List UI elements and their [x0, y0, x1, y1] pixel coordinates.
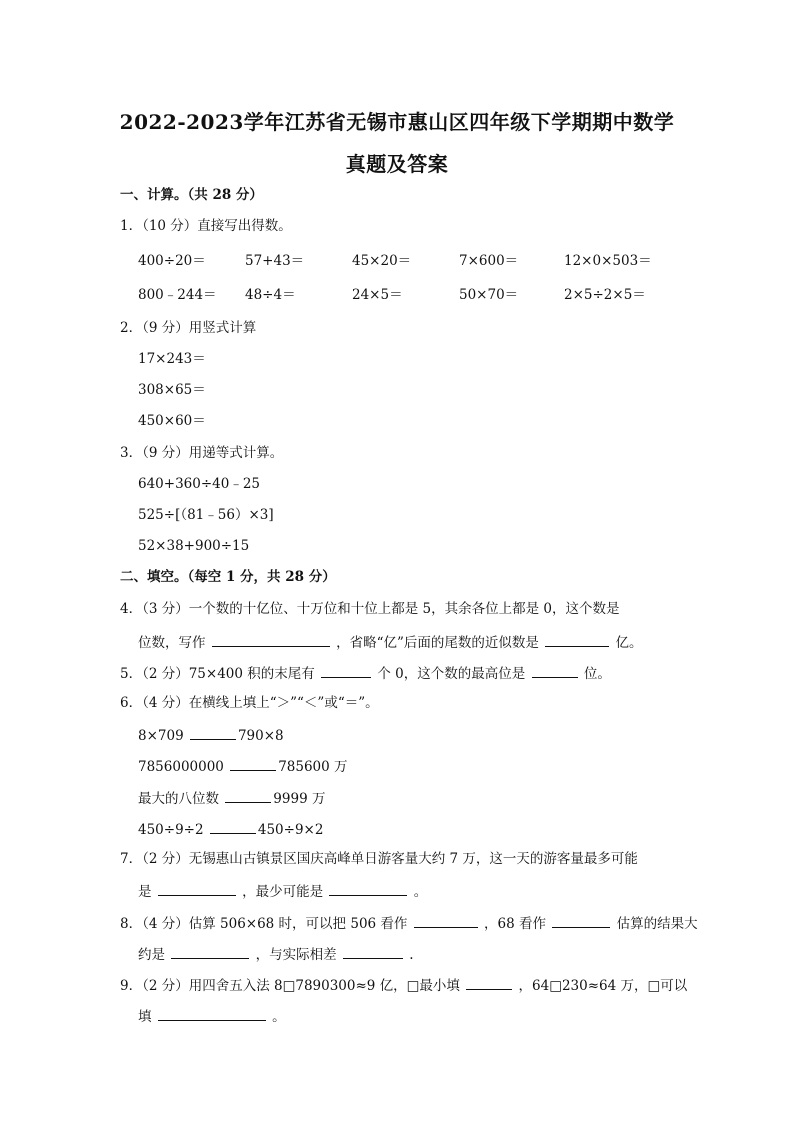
q7-text-a: 是 [138, 884, 152, 900]
q1-item: 400÷20＝ [138, 253, 206, 269]
q1-item: 12×0×503＝ [564, 253, 652, 269]
q7-text-b: ，最少可能是 [242, 884, 324, 900]
q6-blank[interactable] [230, 756, 276, 771]
q3-item: 640+360÷40﹣25 [138, 476, 261, 492]
q5-blank-place[interactable] [532, 663, 578, 678]
q9-text-a: 9．（2 分）用四舍五入法 8□7890300≈9 亿，□最小填 [120, 978, 460, 994]
question-5 [120, 663, 611, 683]
document-title-line1: 2022-2023学年江苏省无锡市惠山区四年级下学期期中数学 [119, 110, 675, 134]
q8-blank-diff[interactable] [343, 944, 403, 959]
question-1-text: 1．（10 分）直接写出得数。 [120, 218, 292, 234]
q1-item: 7×600＝ [459, 253, 519, 269]
q6-right: 9999 万 [273, 791, 326, 807]
q2-item: 308×65＝ [138, 382, 206, 398]
q9-text-b: ，64□230≈64 万，□可以 [518, 978, 688, 994]
q8-text-f: . [409, 947, 414, 963]
q8-text-a: 8．（4 分）估算 506×68 时，可以把 506 看作 [120, 916, 408, 932]
section-heading-fill-in: 二、填空。（每空 1 分，共 28 分） [120, 569, 336, 585]
q7-text-c: 。 [413, 884, 428, 900]
q6-item [138, 756, 348, 776]
q8-text-b: ，68 看作 [484, 916, 546, 932]
q6-left: 7856000000 [138, 759, 224, 775]
question-6-text: 6．（4 分）在横线上填上“＞”“＜”或“＝”。 [120, 695, 379, 711]
q2-item: 17×243＝ [138, 351, 206, 367]
question-8-line1 [120, 913, 698, 933]
q5-blank-zeros[interactable] [321, 663, 371, 678]
q8-text-e: ，与实际相差 [255, 947, 337, 963]
q6-blank[interactable] [210, 819, 256, 834]
question-9-line2 [138, 1006, 286, 1026]
q6-item [138, 819, 323, 839]
q8-text-c: 估算的结果大 [616, 916, 698, 932]
question-7-line1: 7．（2 分）无锡惠山古镇景区国庆高峰单日游客量大约 7 万，这一天的游客量最多可能 [120, 851, 638, 867]
section-heading-calculation: 一、计算。（共 28 分） [120, 187, 263, 203]
q8-blank-68[interactable] [552, 913, 610, 928]
q4-blank-write[interactable] [212, 632, 330, 647]
q9-blank-fill[interactable] [158, 1006, 266, 1021]
q6-item [138, 788, 325, 808]
q6-item [138, 725, 284, 745]
question-9-line1 [120, 975, 687, 995]
q8-text-d: 约是 [138, 947, 165, 963]
q9-text-d: 。 [272, 1009, 286, 1025]
q7-blank-max[interactable] [158, 881, 236, 896]
q1-item: 45×20＝ [352, 253, 412, 269]
document-title-line2: 真题及答案 [345, 152, 449, 176]
q6-left: 450÷9÷2 [138, 822, 204, 838]
question-7-line2 [138, 881, 427, 901]
q1-item: 50×70＝ [459, 287, 519, 303]
q6-right: 790×8 [237, 728, 284, 744]
q9-text-c: 填 [138, 1009, 152, 1025]
q1-item: 48÷4＝ [245, 287, 296, 303]
q6-right: 785600 万 [278, 759, 348, 775]
q9-blank-min[interactable] [466, 975, 512, 990]
question-4-line2 [138, 632, 643, 652]
q1-item: 24×5＝ [352, 287, 403, 303]
q6-left: 8×709 [138, 728, 184, 744]
q5-text-a: 5．（2 分）75×400 积的末尾有 [120, 666, 315, 682]
q5-text-c: 位。 [583, 666, 611, 682]
q5-text-b: 个 0，这个数的最高位是 [377, 666, 526, 682]
question-8-line2 [138, 944, 413, 964]
q4-text-b: ，省略“亿”后面的尾数的近似数是 [336, 635, 539, 651]
q4-text-a: 位数，写作 [138, 635, 206, 651]
q1-item: 800﹣244＝ [138, 287, 217, 303]
q7-blank-min[interactable] [329, 881, 407, 896]
q8-blank-506[interactable] [414, 913, 478, 928]
q2-item: 450×60＝ [138, 413, 206, 429]
q6-left: 最大的八位数 [138, 791, 219, 807]
q8-blank-result[interactable] [171, 944, 249, 959]
q3-item: 52×38+900÷15 [138, 538, 250, 554]
question-2-text: 2．（9 分）用竖式计算 [120, 320, 257, 336]
q6-blank[interactable] [225, 788, 271, 803]
q6-blank[interactable] [190, 725, 236, 740]
q4-blank-approx[interactable] [545, 632, 609, 647]
q1-item: 2×5÷2×5＝ [564, 287, 646, 303]
q6-right: 450÷9×2 [257, 822, 324, 838]
q3-item: 525÷[（81﹣56）×3] [138, 507, 274, 523]
question-4-line1: 4．（3 分）一个数的十亿位、十万位和十位上都是 5，其余各位上都是 0，这个数是 [120, 601, 620, 617]
q1-item: 57+43＝ [245, 253, 305, 269]
question-3-text: 3．（9 分）用递等式计算。 [120, 445, 284, 461]
q4-text-c: 亿。 [615, 635, 643, 651]
